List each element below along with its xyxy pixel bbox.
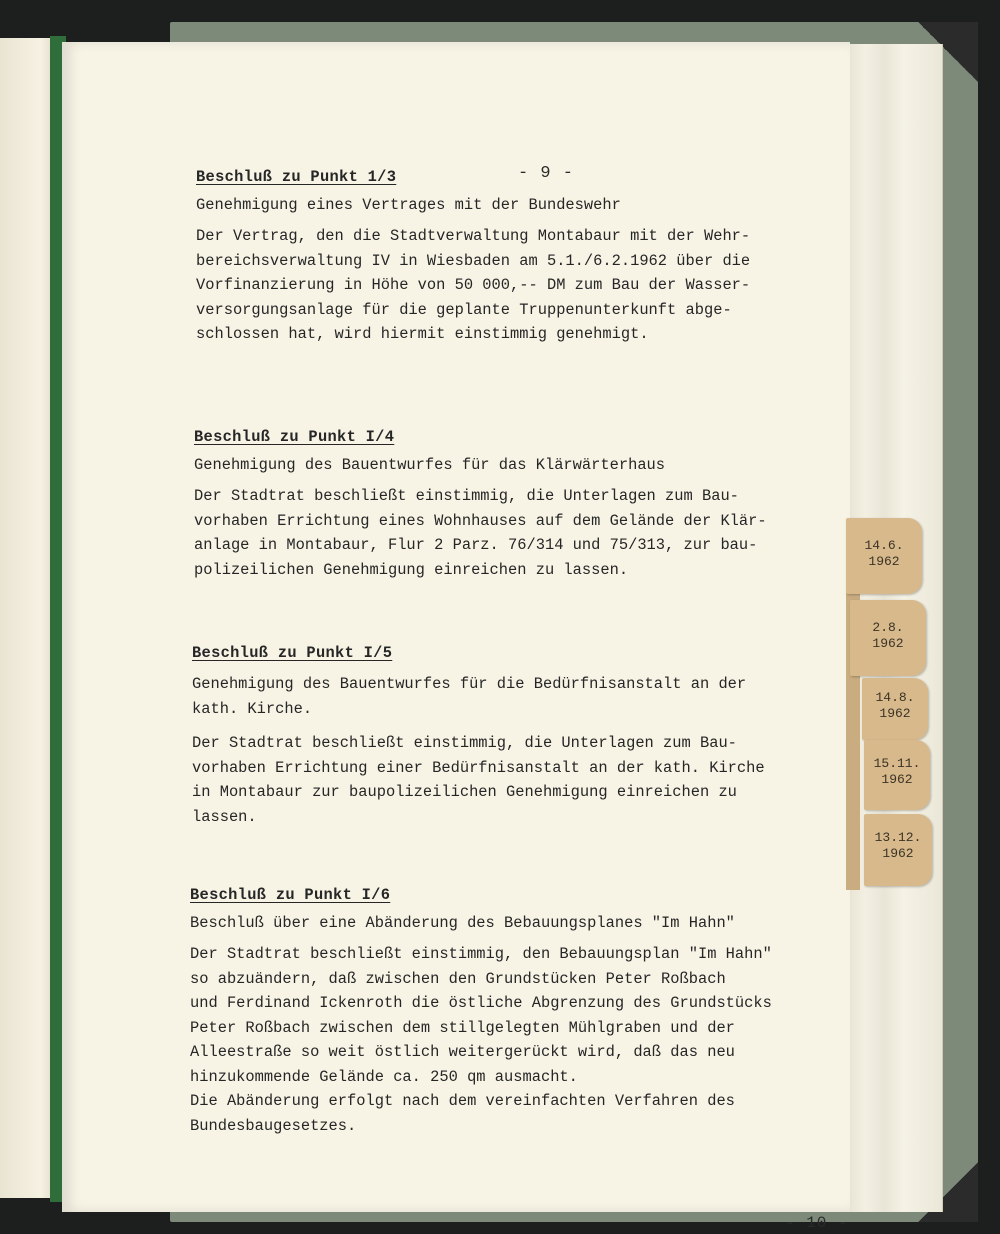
section-heading: Beschluß zu Punkt 1/3 [196, 168, 397, 186]
text-line: hinzukommende Gelände ca. 250 qm ausmacht. [190, 1067, 578, 1086]
text-line: und Ferdinand Ickenroth die östliche Abgrenzung des Grundstücks [190, 994, 772, 1012]
text-line: vorhaben Errichtung eines Wohnhauses auf dem Gelände der Klär- [194, 511, 767, 530]
date-tab[interactable] [864, 814, 932, 886]
tab-day: 15.11. [873, 756, 921, 771]
text-line: Peter Roßbach zwischen dem stillgelegten Mühlgraben und der [190, 1018, 735, 1037]
text-line: so abzuändern, daß zwischen den Grundstücken Peter Roßbach [190, 969, 726, 988]
tab-year: 1962 [879, 706, 911, 721]
tab-day: 14.8. [875, 690, 915, 705]
section-heading: Beschluß zu Punkt I/5 [192, 644, 393, 662]
tab-year: 1962 [882, 846, 914, 861]
section-subject: Genehmigung des Bauentwurfes für das Klärwärterhaus [194, 456, 666, 474]
section-heading: Beschluß zu Punkt I/4 [194, 428, 395, 446]
section-punkt-1-5 [192, 644, 765, 829]
text-line: Bundesbaugesetzes. [190, 1116, 357, 1135]
date-tab[interactable] [862, 678, 928, 740]
text-line: vorhaben Errichtung einer Bedürfnisanstalt an der kath. Kirche [192, 758, 765, 777]
section-punkt-1-6 [190, 886, 772, 1138]
text-line: Alleestraße so weit östlich weitergerückt wird, daß das neu [190, 1043, 735, 1061]
section-subject: Beschluß über eine Abänderung des Bebauungsplanes "Im Hahn" [190, 914, 735, 932]
tab-day: 13.12. [874, 830, 922, 845]
text-line: bereichsverwaltung IV in Wiesbaden am 5.1./6.2.1962 über die [196, 251, 751, 270]
text-line: polizeilichen Genehmigung einreichen zu lassen. [194, 560, 629, 579]
text-line: Der Vertrag, den die Stadtverwaltung Montabaur mit der Wehr- [196, 227, 751, 245]
date-tab[interactable] [850, 600, 926, 676]
section-heading: Beschluß zu Punkt I/6 [190, 886, 391, 904]
text-line: anlage in Montabaur, Flur 2 Parz. 76/314 und 75/313, zur bau- [194, 536, 758, 554]
section-subject: kath. Kirche. [192, 699, 313, 718]
text-line: Vorfinanzierung in Höhe von 50 000,-- DM zum Bau der Wasser- [196, 276, 751, 294]
tab-day: 2.8. [872, 620, 904, 635]
document-page [62, 42, 850, 1232]
page-number-top: - 9 - [518, 164, 575, 183]
section-punkt-1-3 [196, 168, 750, 347]
tab-year: 1962 [872, 636, 904, 651]
text-line: in Montabaur zur baupolizeilichen Genehmigung einreichen zu [192, 783, 737, 801]
text-line: Die Abänderung erfolgt nach dem vereinfachten Verfahren des [190, 1092, 735, 1110]
section-subject: Genehmigung des Bauentwurfes für die Bedürfnisanstalt an der [192, 675, 747, 693]
text-line: lassen. [192, 807, 257, 826]
section-punkt-1-4 [194, 428, 767, 582]
page-number-bottom: - 10 - [785, 1214, 849, 1232]
section-subject: Genehmigung eines Vertrages mit der Bundeswehr [196, 196, 621, 214]
text-line: Der Stadtrat beschließt einstimmig, die Unterlagen zum Bau- [194, 487, 739, 505]
text-line: Der Stadtrat beschließt einstimmig, die Unterlagen zum Bau- [192, 734, 737, 752]
date-tab[interactable] [846, 518, 922, 594]
tab-year: 1962 [881, 772, 913, 787]
tab-year: 1962 [868, 554, 900, 569]
text-line: schlossen hat, wird hiermit einstimmig genehmigt. [196, 325, 649, 343]
date-tab[interactable] [864, 740, 930, 810]
text-line: Der Stadtrat beschließt einstimmig, den Bebauungsplan "Im Hahn" [190, 945, 772, 963]
text-line: versorgungsanlage für die geplante Truppenunterkunft abge- [196, 300, 732, 319]
tab-day: 14.6. [864, 538, 904, 553]
